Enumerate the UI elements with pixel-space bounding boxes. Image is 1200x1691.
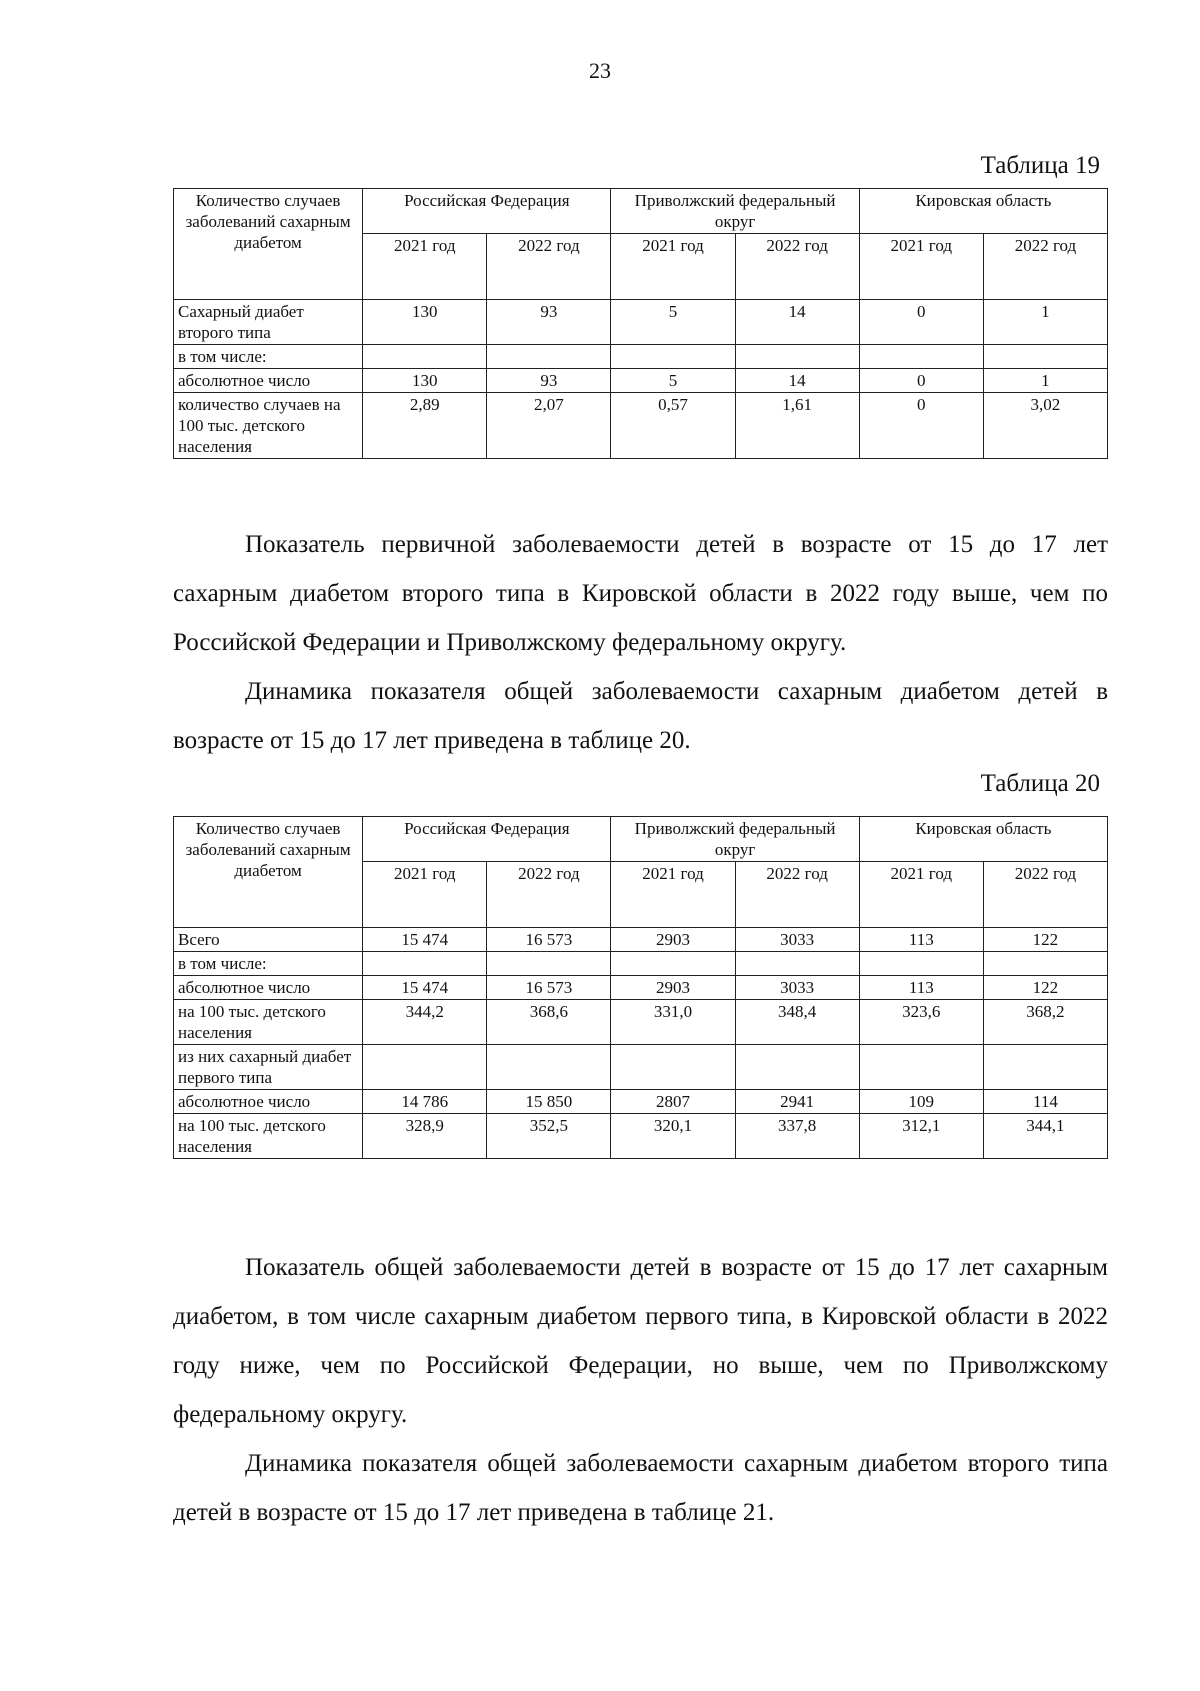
paragraph-1-text: Показатель первичной заболеваемости детей в возрасте от 15 до 17 лет сахарным диабетом второго типа в Кировской области в 2022 году выше, чем по Российской Федерации и Приволжскому федеральному округу. xyxy=(173,531,1108,656)
table-cell: 113 xyxy=(859,976,983,1000)
table-19-body xyxy=(174,300,1108,459)
year-header: 2022 год xyxy=(487,862,611,928)
table-cell xyxy=(983,952,1107,976)
table-row xyxy=(174,393,1108,459)
table-cell: 344,1 xyxy=(983,1114,1107,1159)
table-cell xyxy=(363,345,487,369)
table-cell xyxy=(735,952,859,976)
row-label: абсолютное число xyxy=(174,369,363,393)
table-cell: 368,2 xyxy=(983,1000,1107,1045)
row-label: на 100 тыс. детского населения xyxy=(174,1114,363,1159)
table-cell xyxy=(735,1045,859,1090)
table-cell: 312,1 xyxy=(859,1114,983,1159)
paragraph-4 xyxy=(173,1439,1108,1537)
table-cell: 15 474 xyxy=(363,928,487,952)
year-header: 2022 год xyxy=(983,862,1107,928)
table-cell xyxy=(859,345,983,369)
table-cell: 130 xyxy=(363,369,487,393)
paragraph-2-text: Динамика показателя общей заболеваемости сахарным диабетом детей в возрасте от 15 до 17 лет приведена в таблице 20. xyxy=(173,678,1108,754)
table-cell xyxy=(363,1045,487,1090)
group-header: Российская Федерация xyxy=(363,189,611,234)
table-cell: 14 786 xyxy=(363,1090,487,1114)
table-cell xyxy=(611,1045,735,1090)
table-cell: 2,07 xyxy=(487,393,611,459)
table-cell: 2903 xyxy=(611,976,735,1000)
year-header: 2021 год xyxy=(611,234,735,300)
table-cell xyxy=(487,345,611,369)
table-cell: 2807 xyxy=(611,1090,735,1114)
group-header: Приволжский федеральный округ xyxy=(611,189,859,234)
year-header: 2022 год xyxy=(487,234,611,300)
table-cell: 0,57 xyxy=(611,393,735,459)
row-label: в том числе: xyxy=(174,345,363,369)
table-cell: 368,6 xyxy=(487,1000,611,1045)
year-header: 2022 год xyxy=(735,862,859,928)
table-cell: 14 xyxy=(735,300,859,345)
group-header: Кировская область xyxy=(859,189,1107,234)
table-20-body xyxy=(174,928,1108,1159)
table-cell: 5 xyxy=(611,300,735,345)
table-cell: 93 xyxy=(487,369,611,393)
group-header: Приволжский федеральный округ xyxy=(611,817,859,862)
table-row xyxy=(174,952,1108,976)
paragraph-1 xyxy=(173,520,1108,667)
table-cell: 114 xyxy=(983,1090,1107,1114)
table-cell: 3,02 xyxy=(983,393,1107,459)
row-label: на 100 тыс. детского населения xyxy=(174,1000,363,1045)
row-header-label: Количество случаев заболеваний сахарным диабетом xyxy=(174,817,363,928)
year-header: 2021 год xyxy=(363,234,487,300)
table-cell: 2903 xyxy=(611,928,735,952)
row-label: из них сахарный диабет первого типа xyxy=(174,1045,363,1090)
table-cell: 0 xyxy=(859,300,983,345)
table-cell xyxy=(487,1045,611,1090)
row-label: абсолютное число xyxy=(174,1090,363,1114)
row-label: в том числе: xyxy=(174,952,363,976)
table-cell: 0 xyxy=(859,393,983,459)
page-number: 23 xyxy=(589,58,611,83)
paragraph-4-text: Динамика показателя общей заболеваемости сахарным диабетом второго типа детей в возрасте от 15 до 17 лет приведена в таблице 21. xyxy=(173,1450,1108,1526)
table-cell: 352,5 xyxy=(487,1114,611,1159)
table-cell: 348,4 xyxy=(735,1000,859,1045)
table-20 xyxy=(173,816,1108,1159)
table-row xyxy=(174,1090,1108,1114)
table-cell: 15 850 xyxy=(487,1090,611,1114)
table-cell: 1 xyxy=(983,369,1107,393)
table-cell: 109 xyxy=(859,1090,983,1114)
row-label: количество случаев на 100 тыс. детского населения xyxy=(174,393,363,459)
table-cell: 113 xyxy=(859,928,983,952)
table-cell xyxy=(487,952,611,976)
table-cell: 1,61 xyxy=(735,393,859,459)
table-cell: 344,2 xyxy=(363,1000,487,1045)
table-cell: 320,1 xyxy=(611,1114,735,1159)
table-row xyxy=(174,369,1108,393)
table-cell: 331,0 xyxy=(611,1000,735,1045)
table-cell: 15 474 xyxy=(363,976,487,1000)
paragraph-3 xyxy=(173,1243,1108,1439)
table-cell xyxy=(363,952,487,976)
row-label: Всего xyxy=(174,928,363,952)
table-cell: 3033 xyxy=(735,976,859,1000)
table-row xyxy=(174,1114,1108,1159)
table-cell: 130 xyxy=(363,300,487,345)
group-header: Кировская область xyxy=(859,817,1107,862)
table-cell: 323,6 xyxy=(859,1000,983,1045)
table-cell: 122 xyxy=(983,928,1107,952)
table-19-caption: Таблица 19 xyxy=(980,152,1100,179)
table-19 xyxy=(173,188,1108,459)
year-header: 2022 год xyxy=(735,234,859,300)
table-cell: 93 xyxy=(487,300,611,345)
table-cell: 328,9 xyxy=(363,1114,487,1159)
row-label: Сахарный диабет второго типа xyxy=(174,300,363,345)
table-cell: 3033 xyxy=(735,928,859,952)
table-cell: 337,8 xyxy=(735,1114,859,1159)
table-cell: 0 xyxy=(859,369,983,393)
table-20-caption: Таблица 20 xyxy=(980,770,1100,797)
year-header: 2021 год xyxy=(859,862,983,928)
table-cell xyxy=(983,345,1107,369)
table-row xyxy=(174,345,1108,369)
table-cell: 2941 xyxy=(735,1090,859,1114)
table-cell: 5 xyxy=(611,369,735,393)
table-cell: 16 573 xyxy=(487,928,611,952)
table-cell xyxy=(859,1045,983,1090)
table-cell xyxy=(735,345,859,369)
year-header: 2021 год xyxy=(611,862,735,928)
row-header-label: Количество случаев заболеваний сахарным диабетом xyxy=(174,189,363,300)
table-row xyxy=(174,1045,1108,1090)
table-cell xyxy=(983,1045,1107,1090)
paragraph-3-text: Показатель общей заболеваемости детей в возрасте от 15 до 17 лет сахарным диабетом, в том числе сахарным диабетом первого типа, в Кировской области в 2022 году ниже, чем по Российской Федерации, но выше, чем по Приволжскому федеральному округу. xyxy=(173,1254,1108,1428)
table-cell xyxy=(611,952,735,976)
year-header: 2022 год xyxy=(983,234,1107,300)
table-row xyxy=(174,928,1108,952)
table-row xyxy=(174,300,1108,345)
paragraph-2 xyxy=(173,667,1108,765)
table-cell: 122 xyxy=(983,976,1107,1000)
table-cell: 2,89 xyxy=(363,393,487,459)
table-cell xyxy=(859,952,983,976)
table-cell: 14 xyxy=(735,369,859,393)
table-cell: 16 573 xyxy=(487,976,611,1000)
year-header: 2021 год xyxy=(363,862,487,928)
group-header: Российская Федерация xyxy=(363,817,611,862)
row-label: абсолютное число xyxy=(174,976,363,1000)
year-header: 2021 год xyxy=(859,234,983,300)
table-cell: 1 xyxy=(983,300,1107,345)
table-row xyxy=(174,1000,1108,1045)
table-cell xyxy=(611,345,735,369)
table-row xyxy=(174,976,1108,1000)
